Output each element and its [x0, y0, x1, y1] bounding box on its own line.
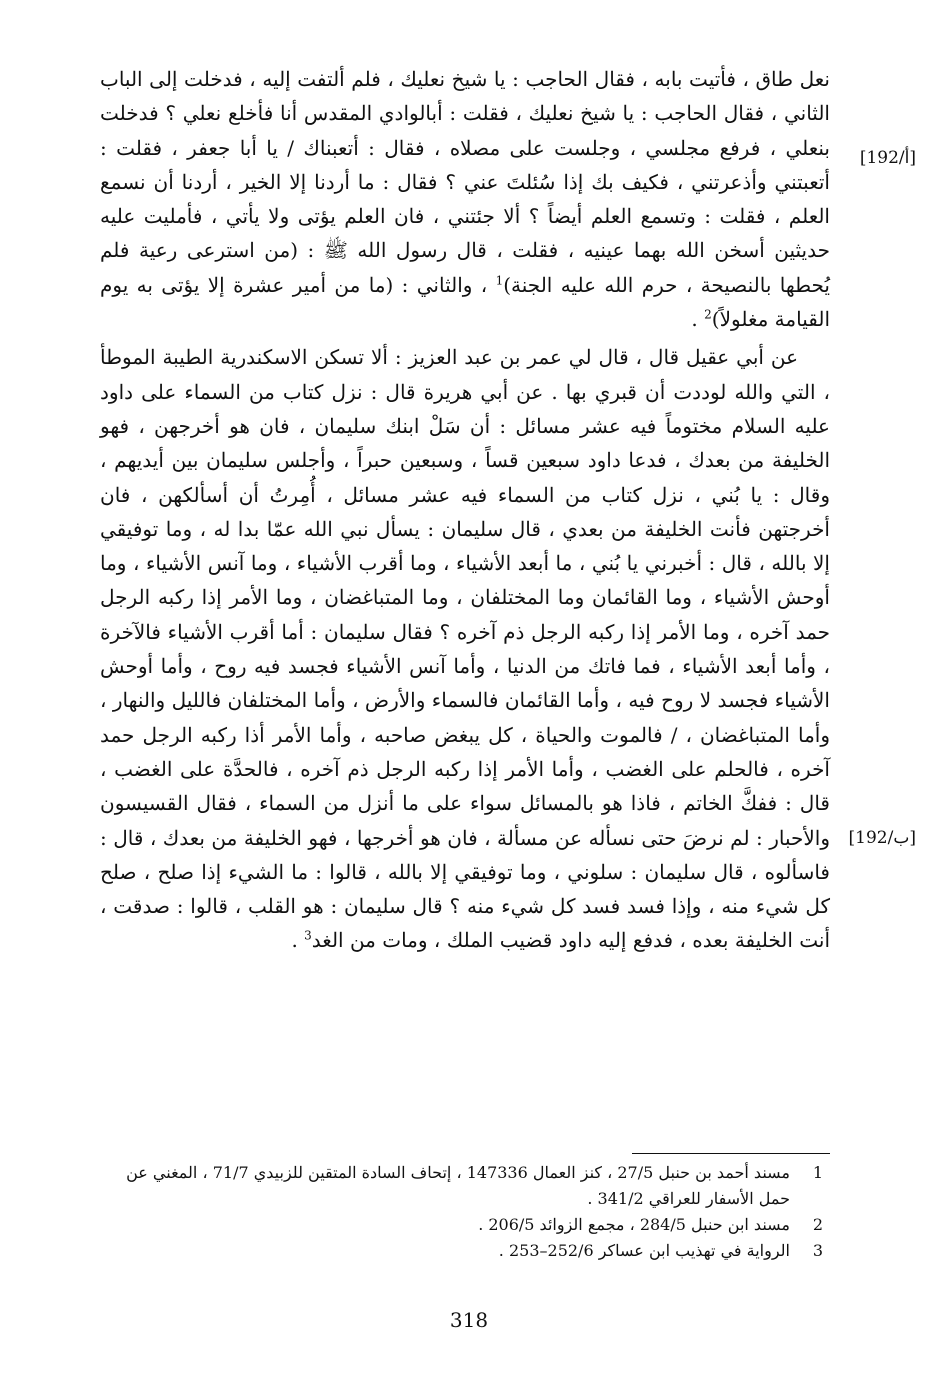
paragraph-1 — [100, 62, 830, 336]
footnote-number: 2 — [812, 1215, 824, 1234]
footnotes — [100, 1160, 830, 1264]
paragraph-1-text-a: نعل طاق ، فأتيت بابه ، فقال الحاجب : يا شيخ نعليك ، فلم ألتفت إليه ، فدخلت إلى الباب الثاني ، فقال الحاجب : يا شيخ نعليك ، فقلت : أبالوادي المقدس أنا فأخلع نعلي ؟ فدخلت بنعلي ، فرفع مجلسي ، وجلست على مصلاه ، فقال : أتعبناك / يا أبا جعفر ، فقلت : أتعبتني وأذعرتني ، فكيف بك إذا سُئلتَ عني ؟ فقال : ما أردنا إلا الخير ، أردنا أن نسمع العلم ، فقلت : وتسمع العلم أيضاً ؟ ألا جئتني ، فان العلم يؤتى ولا يأتي ، فأمليت عليه حديثين أسخن الله بهما عينيه ، فقلت ، قال رسول الله ﷺ : (من استرعى رعية فلم يُحطها بالنصيحة ، حرم الله عليه الجنة) — [100, 67, 830, 297]
margin-folio-ref-192a: [192/أ] — [859, 148, 916, 168]
paragraph-2 — [100, 340, 830, 957]
footnote-ref-2: 2 — [704, 307, 712, 322]
footnote-ref-1: 1 — [495, 273, 504, 288]
footnote-number: 1 — [812, 1163, 824, 1182]
paragraph-1-text-b: ، والثاني : (ما من أمير عشرة إلا يؤتى به يوم القيامة مغلولاً) — [100, 272, 830, 332]
paragraph-1-text-c: . — [691, 307, 705, 332]
footnote-separator — [632, 1153, 830, 1154]
footnote-number: 3 — [812, 1241, 824, 1260]
page-number: 318 — [449, 1308, 489, 1332]
paragraph-2-text-a: عن أبي عقيل قال ، قال لي عمر بن عبد العزيز : ألا تسكن الاسكندرية الطيبة الموطأ ، التي والله لوددت أن قبري بها . عن أبي هريرة قال : نزل كتاب من السماء على داود عليه السلام مختوماً فيه عشر مسائل : أن سَلْ ابنك سليمان ، فان هو أخرجهن ، فهو الخليفة من بعدك ، فدعا داود سبعين قساً ، وسبعين حبراً ، وأجلس سليمان بين أيديهم ، وقال : يا بُني ، نزل كتاب من السماء فيه عشر مسائل ، أُمِرتُ أن أسألكهن ، فان أخرجتهن فأنت الخليفة من بعدي ، قال سليمان : يسأل نبي الله عمّا بدا له ، وما توفيقي إلا بالله ، قال : أخبرني يا بُني ، ما أبعد الأشياء ، وما أقرب الأشياء ، وما آنس الأشياء ، وما أوحش الأشياء ، وما القائمان وما المختلفان ، وما المتباغضان ، وما الأمر إذا ركبه الرجل حمد آخره ، وما الأمر إذا ركبه الرجل ذم آخره ؟ فقال سليمان : أما أقرب الأشياء فالآخرة ، وأما أبعد الأشياء ، فما فاتك من الدنيا ، وأما آنس الأشياء فجسد فيه روح ، وأما أوحش الأشياء فجسد لا روح فيه ، وأما القائمان فالسماء والأرض ، وأما المختلفان فالليل والنهار ، وأما المتباغضان ، / فالموت والحياة ، كل يبغض صاحبه ، وأما الأمر أذا ركبه الرجل حمد آخره ، فالحلم على الغضب ، وأما الأمر إذا ركبه الرجل ذم آخره ، فالحدَّة على الغضب ، قال : ففكَّ الخاتم ، فاذا هو بالمسائل سواء على ما أنزل من السماء ، فقال القسيسون والأحبار : لم نرضَ حتى نسأله عن مسألة ، فان هو أخرجها ، فهو الخليفة من بعدك ، قال : فاسألوه ، قال سليمان : سلوني ، وما توفيقي إلا بالله ، قالوا : ما الشيء إذا صلح ، صلح كل شيء منه ، وإذا فسد فسد كل شيء منه ؟ قال سليمان : هو القلب ، قالوا : صدقت ، أنت الخليفة بعده ، فدفع إليه داود قضيب الملك ، ومات من الغد — [100, 345, 830, 953]
footnote-text: مسند ابن حنبل 284/5 ، مجمع الزوائد 206/5 . — [478, 1215, 790, 1234]
margin-folio-ref-192b: [192/ب] — [848, 828, 916, 848]
paragraph-2-text-b: . — [291, 928, 305, 953]
footnote-1 — [100, 1160, 830, 1212]
footnote-ref-3: 3 — [304, 928, 312, 943]
main-text — [100, 62, 830, 958]
footnote-text: الرواية في تهذيب ابن عساكر 252/6–253 . — [498, 1241, 790, 1260]
footnote-2 — [100, 1212, 830, 1238]
footnote-text: مسند أحمد بن حنبل 27/5 ، كنز العمال 147336 ، إتحاف السادة المتقين للزبيدي 71/7 ، المغني عن حمل الأسفار للعراقي 341/2 . — [126, 1163, 790, 1208]
footnote-3 — [100, 1238, 830, 1264]
